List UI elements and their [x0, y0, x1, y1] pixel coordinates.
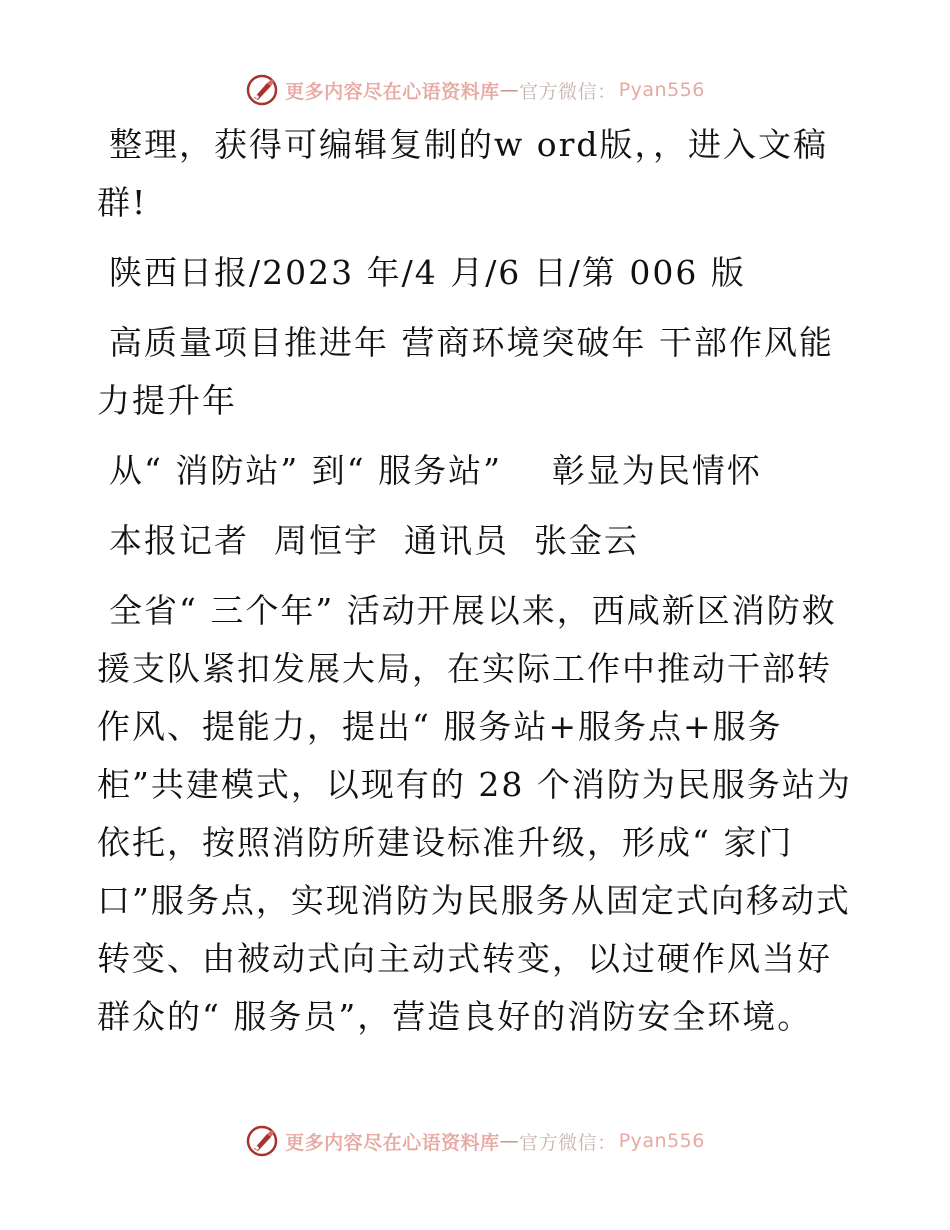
quill-nib-logo-icon	[245, 73, 279, 107]
wechat-id: Pyan556	[618, 79, 705, 101]
wechat-label: 官方微信：	[519, 80, 617, 103]
banner-separator: —	[499, 1130, 520, 1152]
footer-banner	[0, 1121, 950, 1161]
brand-text: 更多内容尽在心语资料库	[285, 80, 500, 103]
wechat-id: Pyan556	[618, 1130, 705, 1152]
slogan: 高质量项目推进年 营商环境突破年 干部作风能力提升年	[97, 323, 834, 420]
header-banner	[0, 70, 950, 110]
document-body	[97, 116, 857, 1058]
intro-text: 整理，获得可编辑复制的w ord版，，进入文稿群!	[97, 125, 829, 222]
source-line: 陕西日报/2023 年/4 月/6 日/第 006 版	[109, 253, 746, 292]
banner-separator: —	[499, 79, 520, 101]
brand-text: 更多内容尽在心语资料库	[285, 1131, 500, 1154]
byline: 本报记者 周恒宇 通讯员 张金云	[109, 521, 639, 560]
headline: 从“ 消防站” 到“ 服务站” 彰显为民情怀	[109, 451, 762, 490]
wechat-label: 官方微信：	[519, 1131, 617, 1154]
body-paragraph: 全省“ 三个年” 活动开展以来，西咸新区消防救援支队紧扣发展大局，在实际工作中推动干部转作风、提能力，提出“ 服务站+服务点+服务柜”共建模式，以现有的 28 个消防为民服务站为依托，按照消防所建设标准升级，形成“ 家门口”服务点，实现消防为民服务从固定式向移动式转变、由被动式向主动式转变，以过硬作风当好群众的“ 服务员”，营造良好的消防安全环境。	[97, 591, 852, 1036]
quill-nib-logo-icon	[245, 1124, 279, 1158]
